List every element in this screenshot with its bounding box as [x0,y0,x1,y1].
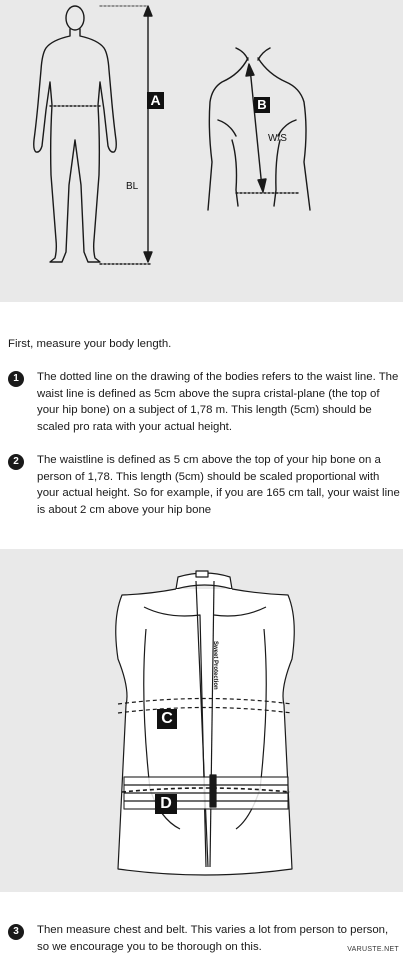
step-number-badge: 1 [8,371,24,387]
marker-b: B [254,97,270,113]
vest-illustration [0,549,403,892]
torso-back-outline [208,48,310,210]
step-text: The dotted line on the drawing of the bodies refers to the waist line. The waist line is defined as 5cm above the supra cristal-plane (the top of your hip bone) on a subject of 1,78 m. This length (5cm) should be scaled pro rata with your actual height. [37,371,399,433]
vest-measurement-figure [0,549,403,892]
body-measurement-figure [0,0,403,302]
body-measurement-illustration [0,0,403,302]
step-number-badge: 3 [8,924,24,940]
marker-d: D [155,794,177,814]
full-body-outline [34,6,117,262]
ws-label: W/S [268,133,287,144]
step-text: Then measure chest and belt. This varies a lot from person to person, so we encourage you to be thorough on this. [37,924,389,953]
watermark: VARUSTE.NET [347,946,399,953]
brand-logo: Sweet Protection [212,641,218,690]
marker-a: A [147,92,164,109]
step-text: The waistline is defined as 5 cm above the top of your hip bone on a person of 1,78. This length (5cm) should be scaled proportional with your actual height. So for example, if you are 165 cm tall, your waist line is about 2 cm above your hip bone [37,454,400,516]
bl-label: BL [126,181,139,192]
intro-text: First, measure your body length. [8,338,172,350]
step-number-badge: 2 [8,454,24,470]
marker-c: C [157,709,177,729]
